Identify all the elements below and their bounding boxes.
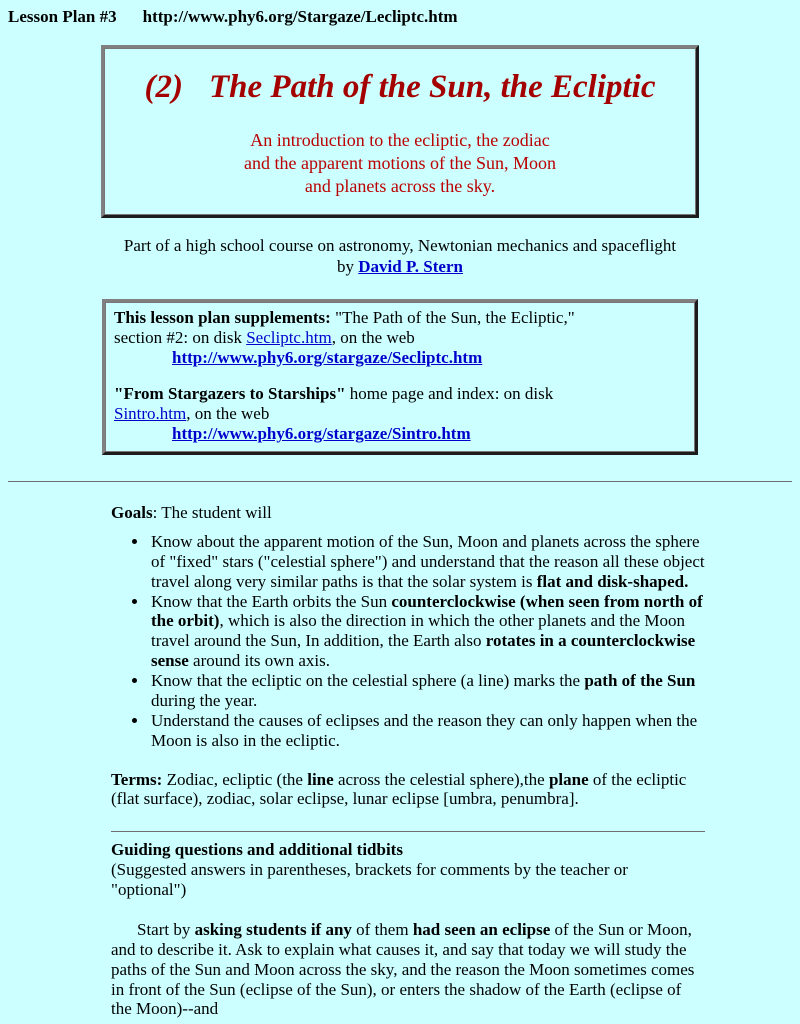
title-box: [101, 45, 699, 218]
sintro-web-link[interactable]: http://www.phy6.org/stargaze/Sintro.htm: [172, 424, 471, 444]
supplements-disk-pre: section #2: on disk: [114, 327, 247, 347]
stargazers-title-bold: "From Stargazers to Starships": [114, 384, 346, 404]
supplements-line-4: [114, 404, 686, 424]
section-divider-guiding: [111, 831, 705, 832]
page-header: [0, 0, 800, 27]
goal-text-bold: flat and disk-shaped.: [536, 571, 689, 591]
title-text: The Path of the Sun, the Ecliptic: [209, 68, 656, 105]
subtitle-line-2: and the apparent motions of the Sun, Moon: [244, 152, 556, 173]
author-link[interactable]: David P. Stern: [358, 257, 463, 277]
start-text-3: of the Sun or Moon, and to describe it. Ask to explain what causes it, and say that today we will study the paths of the Sun and Moon across the sky, and the reason the Moon sometimes comes in front of the Sun (eclipse of the Sun), or enters the shadow of the Earth (eclipse of the Moon)--and: [111, 919, 695, 1019]
sintro-disk-link[interactable]: Sintro.htm: [114, 404, 187, 424]
goal-text-bold: counterclockwise (when seen from north of the orbit): [151, 591, 703, 631]
goal-text-bold-2: rotates in a counterclockwise sense: [151, 631, 696, 671]
list-item: [149, 671, 705, 711]
start-text-2: of them: [351, 919, 413, 939]
goals-heading-rest: : The student will: [152, 503, 272, 523]
subtitle-line-1: An introduction to the ecliptic, the zodiac: [250, 130, 550, 151]
terms-part-1: Zodiac, ecliptic (the: [162, 769, 308, 789]
subtitle-line-3: and planets across the sky.: [304, 175, 496, 196]
supplements-lead-rest: "The Path of the Sun, the Ecliptic,": [330, 307, 575, 327]
title-box-container: [0, 45, 800, 218]
byline-by: by: [337, 257, 355, 277]
start-bold-2: had seen an eclipse: [412, 919, 551, 939]
supplements-box: [102, 299, 698, 455]
supplements-disk-post: , on the web: [331, 327, 415, 347]
goal-text-pre: Understand the causes of eclipses and the reason they can only happen when the Moon is also in the ecliptic.: [151, 710, 698, 750]
supplements-line-3: [114, 384, 686, 404]
secliptc-web-link[interactable]: http://www.phy6.org/stargaze/Secliptc.htm: [172, 347, 483, 367]
goal-text-pre: Know that the Earth orbits the Sun: [151, 591, 392, 611]
goal-text-bold: path of the Sun: [584, 671, 696, 691]
goal-text-post-2: around its own axis.: [188, 651, 330, 671]
start-paragraph: [111, 920, 705, 1019]
sintro-post: , on the web: [186, 404, 270, 424]
goal-text-post: during the year.: [151, 690, 258, 710]
page-title: [119, 67, 681, 107]
supplements-url-line-1: [172, 348, 686, 368]
lesson-content: [111, 503, 705, 1019]
section-number: (2): [144, 68, 184, 105]
guiding-questions-subtext: (Suggested answers in parentheses, brackets for comments by the teacher or "optional"): [111, 860, 628, 900]
list-item: [149, 532, 705, 592]
goals-label: Goals: [111, 503, 153, 523]
byline: [0, 235, 800, 278]
page-url-text: http://www.phy6.org/Stargaze/Lecliptc.htm: [142, 7, 458, 26]
goals-heading: [111, 503, 705, 523]
supplements-url-line-2: [172, 424, 686, 444]
goal-text-post: , which is also the direction in which the other planets and the Moon travel around the Sun, In addition, the Earth also: [151, 611, 685, 651]
supplements-lead-bold: This lesson plan supplements:: [114, 307, 331, 327]
section-divider-top: [8, 481, 792, 482]
terms-bold-line: line: [307, 769, 334, 789]
list-item: [149, 592, 705, 672]
start-text-1: Start by: [137, 919, 195, 939]
list-item: [149, 711, 705, 751]
secliptc-disk-link[interactable]: Secliptc.htm: [246, 327, 332, 347]
start-bold-1: asking students if any: [194, 919, 352, 939]
terms-part-2: across the celestial sphere),the: [333, 769, 549, 789]
supplements-line-1: [114, 308, 686, 328]
terms-label: Terms:: [111, 769, 163, 789]
terms-part-3: of the ecliptic (flat surface), zodiac, solar eclipse, lunar eclipse [umbra, penumbra].: [111, 769, 687, 809]
supplements-line-2: [114, 328, 686, 348]
goals-list: [111, 532, 705, 751]
page-subtitle: [119, 129, 681, 198]
guiding-questions-heading: Guiding questions and additional tidbits: [111, 840, 403, 860]
supplements-spacer: [114, 367, 686, 384]
goal-text-pre: Know that the ecliptic on the celestial sphere (a line) marks the: [151, 671, 585, 691]
stargazers-rest: home page and index: on disk: [345, 384, 554, 404]
terms-paragraph: [111, 770, 705, 810]
lesson-plan-label: Lesson Plan #3: [8, 7, 117, 26]
goal-text-pre: Know about the apparent motion of the Sun, Moon and planets across the sphere of "fixed" stars ("celestial sphere") and understand that the reason all these object travel along very similar paths is that the solar system is: [151, 531, 705, 591]
supplements-container: [0, 299, 800, 455]
course-description: Part of a high school course on astronomy, Newtonian mechanics and spaceflight: [123, 235, 677, 255]
terms-bold-plane: plane: [548, 769, 589, 789]
